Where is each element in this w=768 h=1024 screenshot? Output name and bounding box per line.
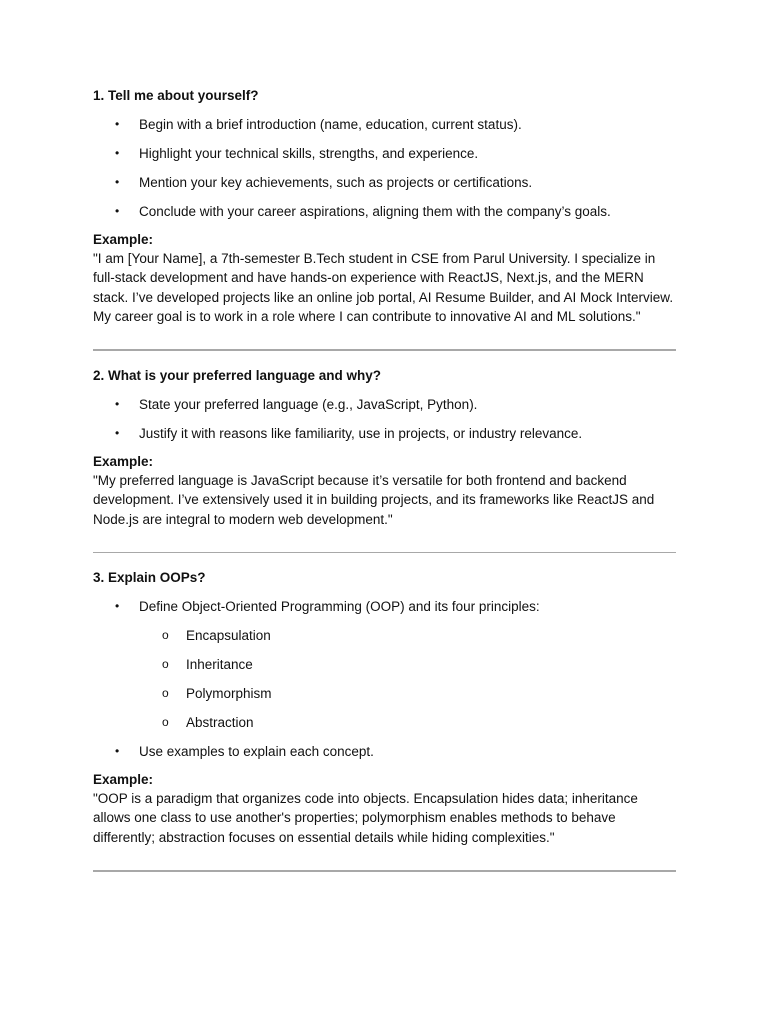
section-divider: [93, 349, 676, 351]
bullet-list: [93, 115, 676, 221]
bullet-icon: •: [115, 397, 120, 412]
bullet-icon: •: [115, 117, 120, 131]
bullet-icon: •: [115, 426, 120, 441]
bullet-list: [93, 742, 676, 761]
bullet-icon: •: [115, 744, 120, 759]
example-text: "I am [Your Name], a 7th-semester B.Tech student in CSE from Parul University. I specialize in full-stack development and have hands-on experience with ReactJS, Next.js, and the MERN stack. I’ve developed projects like an online job portal, AI Resume Builder, and AI Mock Interview. My career goal is to work in a role where I can contribute to innovative AI and ML solutions.": [93, 251, 674, 324]
bullet-icon: •: [115, 175, 120, 189]
bullet-icon: •: [115, 204, 120, 218]
sub-list-item: o Polymorphism: [162, 686, 272, 702]
section-2: [93, 366, 676, 529]
list-item: • Mention your key achievements, such as projects or certifications.: [115, 175, 533, 190]
example-label: Example:: [93, 772, 154, 788]
question-title: 2. What is your preferred language and why?: [93, 368, 382, 384]
sub-list-item: o Inheritance: [162, 657, 253, 673]
example-label: Example:: [93, 232, 154, 247]
example-label: Example:: [93, 454, 154, 470]
sub-bullet-list: [93, 626, 676, 732]
bullet-icon: •: [115, 599, 120, 614]
list-item: • Begin with a brief introduction (name, education, current status).: [115, 117, 522, 132]
example-text: "My preferred language is JavaScript because it’s versatile for both frontend and backend development. I’ve extensively used it in building projects, and its frameworks like ReactJS and Node.js are integral to modern web development.": [93, 473, 655, 527]
circle-bullet-icon: o: [162, 715, 169, 730]
bullet-list: [93, 597, 676, 616]
sub-list-item: o Encapsulation: [162, 628, 271, 644]
circle-bullet-icon: o: [162, 628, 169, 643]
bullet-list: [93, 395, 676, 443]
bullet-icon: •: [115, 146, 120, 160]
section-1: [93, 86, 676, 326]
circle-bullet-icon: o: [162, 686, 169, 701]
list-item: • Use examples to explain each concept.: [115, 744, 374, 760]
example-text: "OOP is a paradigm that organizes code into objects. Encapsulation hides data; inheritance allows one class to use another's properties; polymorphism enables methods to behave differently; abstraction focuses on essential details while hiding complexities.": [93, 791, 638, 845]
section-3: [93, 568, 676, 847]
list-item: • Conclude with your career aspirations, aligning them with the company’s goals.: [115, 204, 611, 219]
list-item: • Highlight your technical skills, strengths, and experience.: [115, 146, 479, 161]
list-item: • Define Object-Oriented Programming (OOP) and its four principles:: [115, 599, 540, 615]
list-item: • State your preferred language (e.g., JavaScript, Python).: [115, 397, 478, 413]
circle-bullet-icon: o: [162, 657, 169, 672]
document-content: [93, 86, 676, 887]
section-divider: [93, 552, 676, 553]
list-item: • Justify it with reasons like familiarity, use in projects, or industry relevance.: [115, 426, 583, 442]
question-title: 3. Explain OOPs?: [93, 570, 206, 586]
section-divider: [93, 870, 676, 872]
question-title: 1. Tell me about yourself?: [93, 88, 259, 103]
sub-list-item: o Abstraction: [162, 715, 254, 731]
